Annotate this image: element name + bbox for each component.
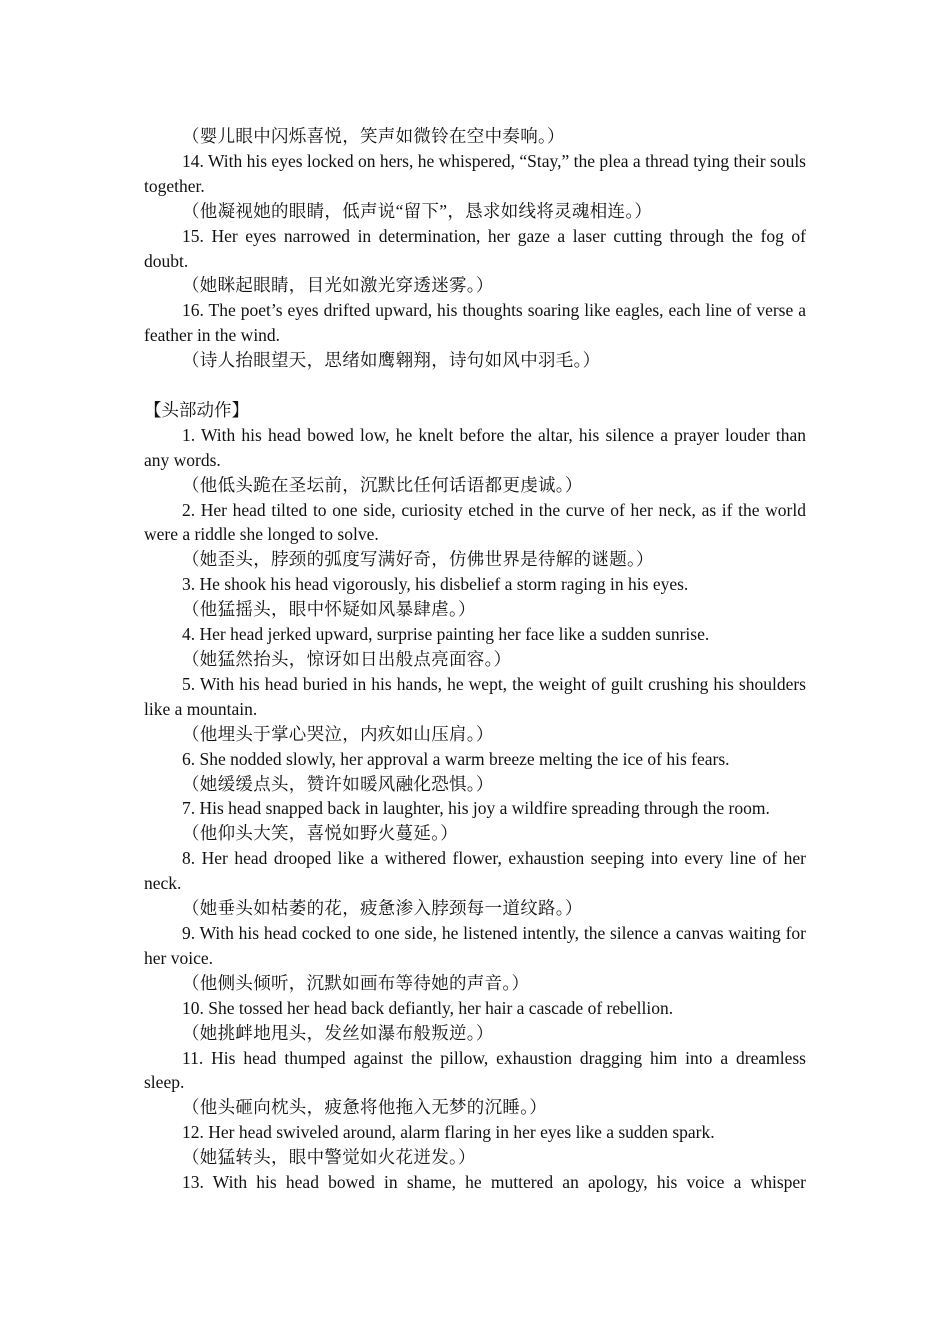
translation-line: （他仰头大笑，喜悦如野火蔓延。） bbox=[182, 823, 459, 844]
sentence-en: 13. With his head bowed in shame, he muttered an apology, his voice a whisper bbox=[182, 1172, 806, 1193]
translation-line: （诗人抬眼望天，思绪如鹰翱翔，诗句如风中羽毛。） bbox=[182, 350, 601, 371]
blank-line bbox=[144, 373, 806, 398]
translation-line: （他凝视她的眼睛，低声说“留下”，恳求如线将灵魂相连。） bbox=[182, 200, 653, 221]
sentence-en: 8. Her head drooped like a withered flower, exhaustion seeping into every line of her neck. bbox=[144, 848, 806, 894]
sentence-en: 16. The poet’s eyes drifted upward, his thoughts soaring like eagles, each line of verse a feather in the wind. bbox=[144, 300, 806, 346]
translation-line: （他埋头于掌心哭泣，内疚如山压肩。） bbox=[182, 723, 494, 744]
sentence-en: 9. With his head cocked to one side, he listened intently, the silence a canvas waiting for her voice. bbox=[144, 922, 806, 968]
sentence-en: 15. Her eyes narrowed in determination, her gaze a laser cutting through the fog of doubt. bbox=[144, 225, 806, 271]
translation-line: （她眯起眼睛，目光如激光穿透迷雾。） bbox=[182, 275, 494, 296]
translation-line: （他侧头倾听，沉默如画布等待她的声音。） bbox=[182, 972, 530, 993]
translation-line: （她缓缓点头，赞许如暖风融化恐惧。） bbox=[182, 773, 494, 794]
sentence-en: 5. With his head buried in his hands, he wept, the weight of guilt crushing his shoulders like a mountain. bbox=[144, 673, 806, 719]
sentence-en: 7. His head snapped back in laughter, his joy a wildfire spreading through the room. bbox=[182, 798, 770, 819]
document-page bbox=[144, 124, 806, 1195]
sentence-en: 4. Her head jerked upward, surprise painting her face like a sudden sunrise. bbox=[182, 624, 710, 645]
section-heading: 【头部动作】 bbox=[144, 399, 249, 420]
translation-line: （他猛摇头，眼中怀疑如风暴肆虐。） bbox=[182, 599, 476, 620]
translation-line: （她挑衅地甩头，发丝如瀑布般叛逆。） bbox=[182, 1022, 494, 1043]
sentence-en: 6. She nodded slowly, her approval a warm breeze melting the ice of his fears. bbox=[182, 748, 730, 769]
translation-line: （他头砸向枕头，疲惫将他拖入无梦的沉睡。） bbox=[182, 1097, 548, 1118]
sentence-en: 2. Her head tilted to one side, curiosity etched in the curve of her neck, as if the world were a riddle she longed to solve. bbox=[144, 499, 806, 545]
translation-line: （她歪头，脖颈的弧度写满好奇，仿佛世界是待解的谜题。） bbox=[182, 549, 654, 570]
translation-line: （婴儿眼中闪烁喜悦，笑声如微铃在空中奏响。） bbox=[182, 126, 565, 146]
translation-line: （他低头跪在圣坛前，沉默比任何话语都更虔诚。） bbox=[182, 474, 583, 495]
sentence-en: 11. His head thumped against the pillow, exhaustion dragging him into a dreamless sleep. bbox=[144, 1047, 806, 1093]
sentence-en: 10. She tossed her head back defiantly, her hair a cascade of rebellion. bbox=[182, 997, 674, 1018]
translation-line: （她猛转头，眼中警觉如火花迸发。） bbox=[182, 1147, 476, 1168]
sentence-en: 14. With his eyes locked on hers, he whispered, “Stay,” the plea a thread tying their souls together. bbox=[144, 150, 806, 196]
translation-line: （她猛然抬头，惊讶如日出般点亮面容。） bbox=[182, 649, 512, 670]
item-list bbox=[144, 423, 806, 1170]
sentence-en: 1. With his head bowed low, he knelt before the altar, his silence a prayer louder than any words. bbox=[144, 424, 806, 470]
sentence-en: 3. He shook his head vigorously, his disbelief a storm raging in his eyes. bbox=[182, 574, 689, 595]
sentence-en: 12. Her head swiveled around, alarm flaring in her eyes like a sudden spark. bbox=[182, 1122, 715, 1143]
translation-line: （她垂头如枯萎的花，疲惫渗入脖颈每一道纹路。） bbox=[182, 898, 583, 919]
